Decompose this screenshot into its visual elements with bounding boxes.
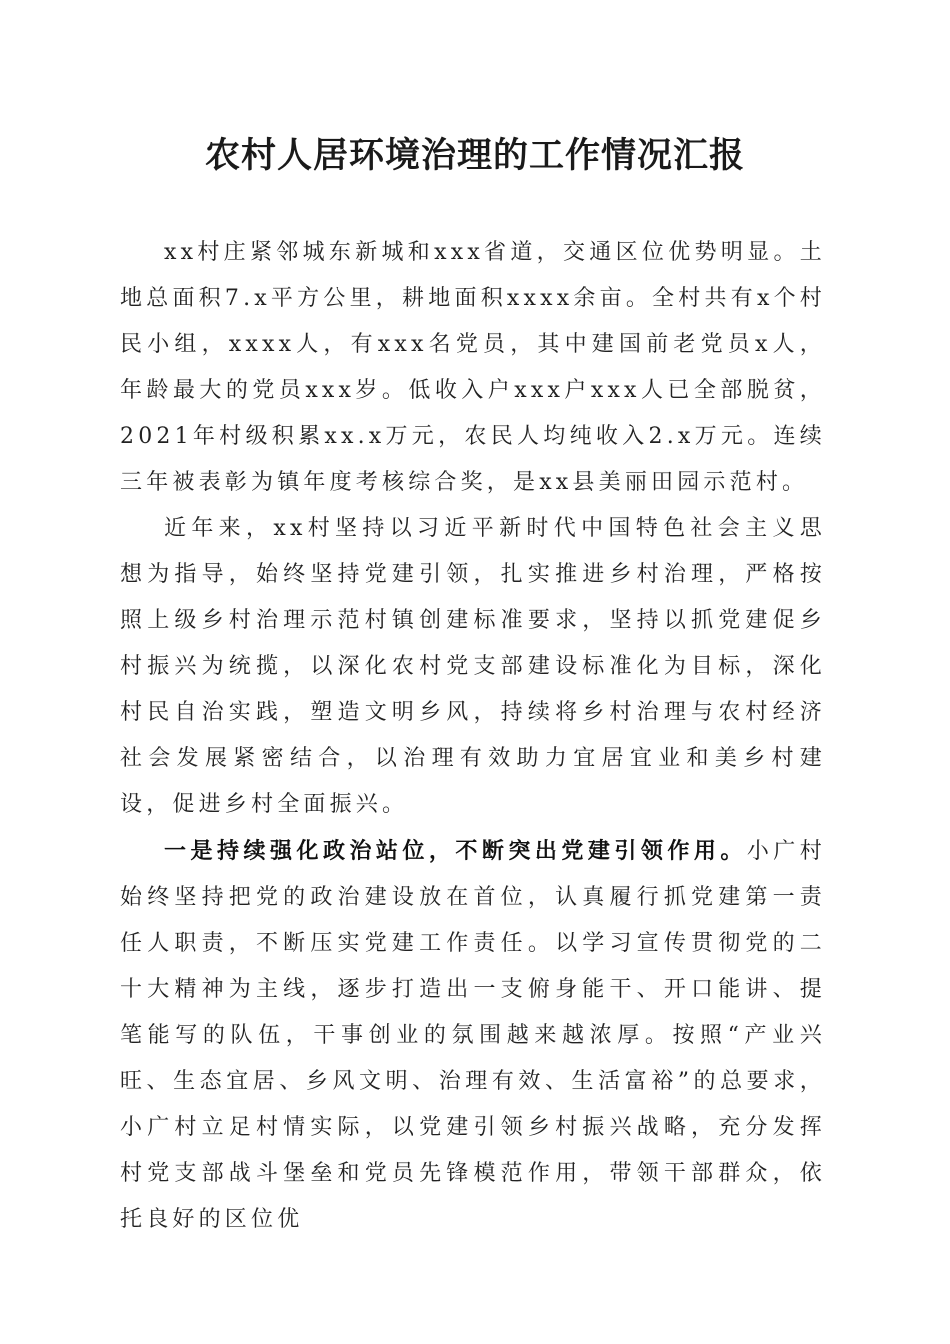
paragraph-2-text: 近年来，xx村坚持以习近平新时代中国特色社会主义思想为指导，始终坚持党建引领，扎实推进乡村治理，严格按照上级乡村治理示范村镇创建标准要求，坚持以抓党建促乡村振兴为统揽，以深化农村党支部建设标准化为目标，深化村民自治实践，塑造文明乡风，持续将乡村治理与农村经济社会发展紧密结合，以治理有效助力宜居宜业和美乡村建设，促进乡村全面振兴。	[120, 516, 826, 817]
paragraph-1-text: xx村庄紧邻城东新城和xxx省道，交通区位优势明显。土地总面积7.x平方公里，耕地面积xxxx余亩。全村共有x个村民小组，xxxx人，有xxx名党员，其中建国前老党员x人，年龄最大的党员xxx岁。低收入户xxx户xxx人已全部脱贫，2021年村级积累xx.x万元，农民人均纯收入2.x万元。连续三年被表彰为镇年度考核综合奖，是xx县美丽田园示范村。	[120, 240, 826, 495]
document-title: 农村人居环境治理的工作情况汇报	[204, 135, 745, 176]
document-body	[120, 230, 826, 1243]
paragraph-3-lead: 一是持续强化政治站位，不断突出党建引领作用。	[164, 838, 747, 864]
paragraph-2	[120, 506, 826, 828]
paragraph-1	[120, 230, 826, 506]
paragraph-3-text: 小广村始终坚持把党的政治建设放在首位，认真履行抓党建第一责任人职责，不断压实党建工作责任。以学习宣传贯彻党的二十大精神为主线，逐步打造出一支俯身能干、开口能讲、提笔能写的队伍，干事创业的氛围越来越浓厚。按照“产业兴旺、生态宜居、乡风文明、治理有效、生活富裕”的总要求，小广村立足村情实际，以党建引领乡村振兴战略，充分发挥村党支部战斗堡垒和党员先锋模范作用，带领干部群众，依托良好的区位优	[120, 839, 826, 1232]
paragraph-3	[120, 828, 826, 1243]
